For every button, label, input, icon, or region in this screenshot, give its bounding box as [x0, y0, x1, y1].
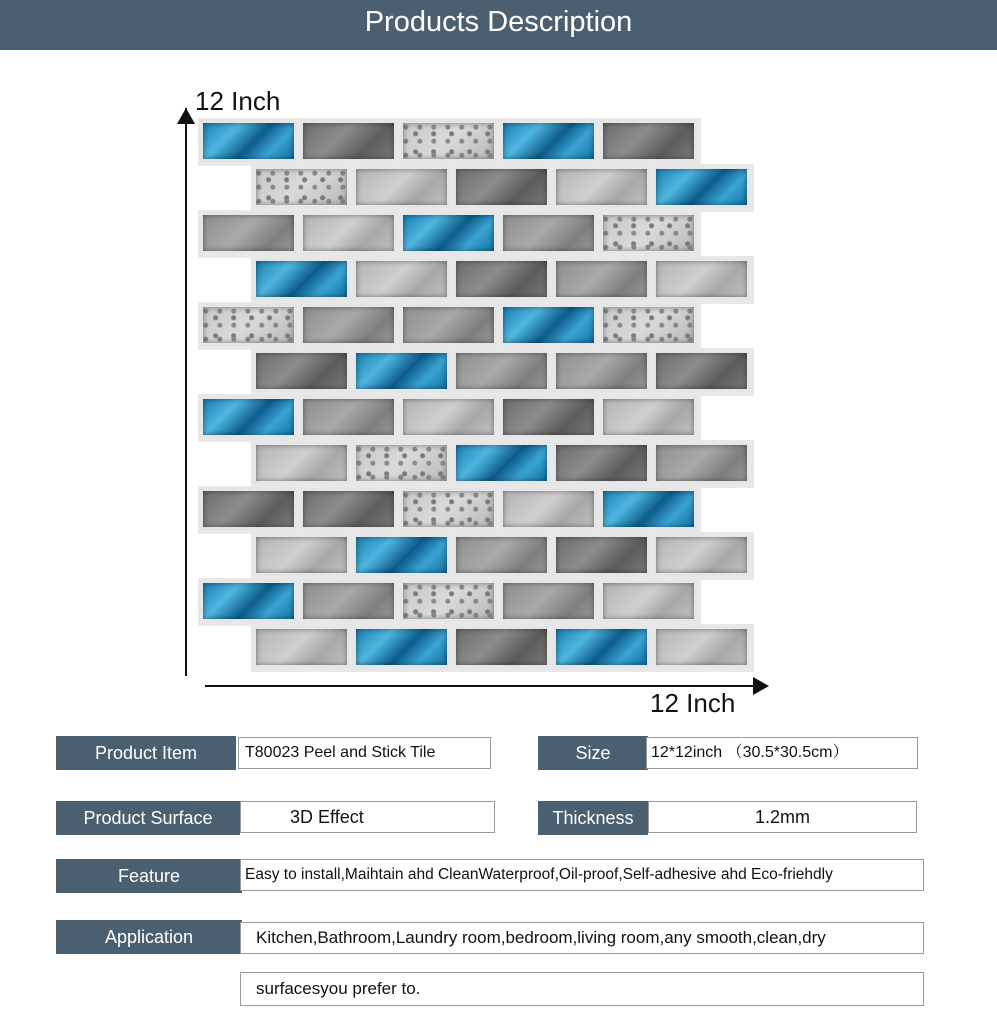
tile-brick — [353, 258, 450, 300]
tile-brick — [353, 350, 450, 392]
tile-brick — [653, 166, 750, 208]
tile-brick — [300, 304, 397, 346]
tile-brick — [500, 580, 597, 622]
tile-brick — [200, 120, 297, 162]
height-dimension-label: 12 Inch — [195, 86, 281, 116]
tile-brick — [653, 626, 750, 668]
tile-brick — [300, 488, 397, 530]
thickness-value: 1.2mm — [648, 801, 917, 833]
application-value: Kitchen,Bathroom,Laundry room,bedroom,living room,any smooth,clean,dry — [240, 922, 924, 954]
right-arrow-icon — [753, 677, 769, 695]
tile-brick — [600, 212, 697, 254]
tile-brick — [400, 212, 497, 254]
tile-brick — [353, 442, 450, 484]
tile-brick — [253, 166, 350, 208]
tile-brick — [400, 396, 497, 438]
tile-brick — [200, 396, 297, 438]
tile-sheet-image — [198, 120, 753, 675]
tile-brick — [453, 258, 550, 300]
tile-brick — [200, 580, 297, 622]
tile-brick — [453, 442, 550, 484]
tile-brick — [653, 258, 750, 300]
tile-brick — [600, 396, 697, 438]
tile-brick — [453, 534, 550, 576]
tile-brick — [400, 304, 497, 346]
tile-brick — [300, 396, 397, 438]
application-value-continued: surfacesyou prefer to. — [240, 972, 924, 1006]
tile-brick — [553, 626, 650, 668]
tile-brick — [253, 626, 350, 668]
tile-brick — [400, 488, 497, 530]
tile-brick — [400, 120, 497, 162]
tile-brick — [653, 442, 750, 484]
tile-brick — [200, 212, 297, 254]
tile-brick — [653, 534, 750, 576]
tile-brick — [453, 350, 550, 392]
tile-brick — [553, 442, 650, 484]
tile-brick — [353, 166, 450, 208]
product-item-value: T80023 Peel and Stick Tile — [238, 737, 491, 769]
tile-brick — [500, 488, 597, 530]
tile-brick — [553, 166, 650, 208]
thickness-label: Thickness — [538, 801, 648, 835]
tile-brick — [500, 212, 597, 254]
tile-brick — [353, 626, 450, 668]
tile-brick — [400, 580, 497, 622]
width-dimension-label: 12 Inch — [650, 688, 736, 718]
tile-brick — [200, 488, 297, 530]
tile-brick — [253, 534, 350, 576]
tile-brick — [500, 304, 597, 346]
page-header — [0, 0, 997, 50]
tile-brick — [253, 350, 350, 392]
application-label: Application — [56, 920, 242, 954]
tile-brick — [600, 120, 697, 162]
size-label: Size — [538, 736, 648, 770]
tile-brick — [653, 350, 750, 392]
tile-brick — [300, 580, 397, 622]
product-item-label: Product Item — [56, 736, 236, 770]
page-title: Products Description — [364, 6, 633, 38]
tile-brick — [553, 258, 650, 300]
product-surface-value: 3D Effect — [240, 801, 495, 833]
width-axis-line — [205, 685, 758, 687]
tile-brick — [253, 258, 350, 300]
tile-brick — [500, 120, 597, 162]
feature-label: Feature — [56, 859, 242, 893]
tile-brick — [600, 304, 697, 346]
tile-brick — [600, 580, 697, 622]
tile-brick — [353, 534, 450, 576]
tile-brick — [553, 350, 650, 392]
feature-value: Easy to install,Maihtain ahd CleanWaterproof,Oil-proof,Self-adhesive ahd Eco-friehdly — [240, 859, 924, 891]
tile-brick — [300, 212, 397, 254]
height-axis-line — [185, 108, 187, 676]
tile-brick — [453, 166, 550, 208]
tile-brick — [600, 488, 697, 530]
size-value: 12*12inch （30.5*30.5cm） — [646, 737, 918, 769]
tile-brick — [453, 626, 550, 668]
up-arrow-icon — [177, 108, 195, 124]
tile-brick — [500, 396, 597, 438]
tile-brick — [200, 304, 297, 346]
tile-brick — [300, 120, 397, 162]
tile-brick — [553, 534, 650, 576]
tile-brick — [253, 442, 350, 484]
product-surface-label: Product Surface — [56, 801, 240, 835]
